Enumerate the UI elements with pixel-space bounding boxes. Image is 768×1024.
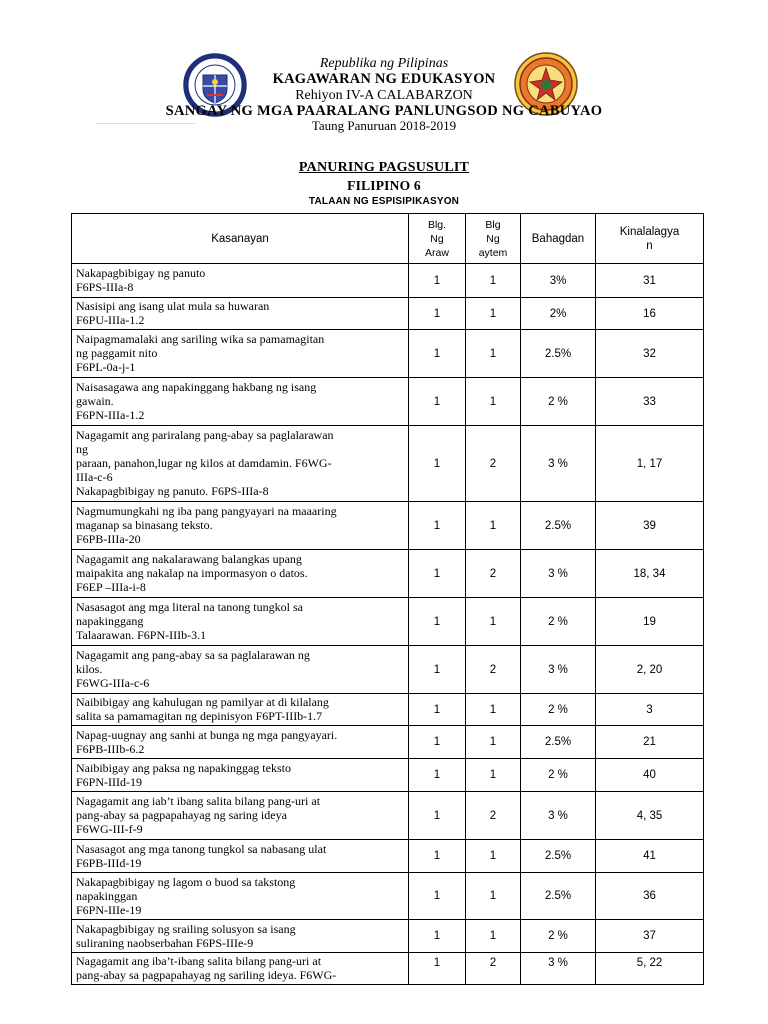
header-items-line: Blg xyxy=(485,218,501,231)
days-cell: 1 xyxy=(409,550,466,598)
table-row xyxy=(72,330,704,378)
items-cell: 1 xyxy=(466,840,521,873)
percent-cell: 2.5% xyxy=(521,502,596,550)
region-line: Rehiyon IV-A CALABARZON xyxy=(295,88,473,103)
skill-cell xyxy=(72,792,409,840)
skill-line: Napag-uugnay ang sanhi at bunga ng mga pangyayari. xyxy=(76,727,338,742)
table-row xyxy=(72,646,704,694)
skill-cell xyxy=(72,873,409,920)
header-items xyxy=(466,214,521,264)
header-days xyxy=(409,214,466,264)
placement-cell: 40 xyxy=(596,759,704,792)
days-cell: 1 xyxy=(409,598,466,646)
table-row xyxy=(72,598,704,646)
placement-cell: 2, 20 xyxy=(596,646,704,694)
specification-table xyxy=(71,213,704,985)
header-placement-line: n xyxy=(646,239,653,252)
placement-cell: 21 xyxy=(596,726,704,759)
percent-cell: 2 % xyxy=(521,920,596,953)
skill-line: F6WG-III-f-9 xyxy=(76,822,143,836)
header-items-line: aytem xyxy=(478,246,508,259)
placement-cell: 37 xyxy=(596,920,704,953)
table-row xyxy=(72,264,704,298)
items-cell: 1 xyxy=(466,694,521,726)
skill-line: Nakapagbibigay ng srailing solusyon sa isang xyxy=(76,921,296,936)
subject-title: FILIPINO 6 xyxy=(347,178,421,193)
header-placement xyxy=(596,214,704,264)
skill-line: suliraning naobserbahan F6PS-IIIe-9 xyxy=(76,935,254,950)
header-skill: Kasanayan xyxy=(72,214,409,264)
skill-cell xyxy=(72,953,409,985)
skill-cell xyxy=(72,502,409,550)
skill-cell xyxy=(72,726,409,759)
skill-line: Nakapagbibigay ng panuto xyxy=(76,266,206,280)
skill-line: Nagagamit ang pang-abay sa sa paglalarawan ng xyxy=(76,648,310,662)
skill-line: salita sa pamamagitan ng depinisyon F6PT-IIIb-1.7 xyxy=(76,709,323,723)
header-percent: Bahagdan xyxy=(521,214,596,264)
skill-line: F6PS-IIIa-8 xyxy=(76,280,134,294)
placement-cell: 4, 35 xyxy=(596,792,704,840)
percent-cell: 3 % xyxy=(521,426,596,502)
table-row xyxy=(72,378,704,426)
skill-line: gawain. xyxy=(76,394,114,408)
republic-line: Republika ng Pilipinas xyxy=(319,56,449,71)
skill-cell xyxy=(72,598,409,646)
skill-cell xyxy=(72,426,409,502)
days-cell: 1 xyxy=(409,873,466,920)
items-cell: 1 xyxy=(466,920,521,953)
table-row xyxy=(72,426,704,502)
skill-line: F6PL-0a-j-1 xyxy=(76,360,136,374)
skill-line: pang-abay sa pagpapahayag ng sariling ideya. F6WG- xyxy=(76,968,337,982)
skill-line: Nasasagot ang mga literal na tanong tungkol sa xyxy=(76,600,303,614)
skill-line: Talaarawan. F6PN-IIIb-3.1 xyxy=(76,628,207,642)
percent-cell: 2.5% xyxy=(521,840,596,873)
items-cell: 1 xyxy=(466,298,521,330)
table-row xyxy=(72,873,704,920)
percent-cell: 2 % xyxy=(521,694,596,726)
skill-line: F6PB-IIIa-20 xyxy=(76,532,141,546)
skill-line: Nasisipi ang isang ulat mula sa huwaran xyxy=(76,299,270,313)
school-year-line: Taung Panuruan 2018-2019 xyxy=(311,118,457,133)
skill-cell xyxy=(72,330,409,378)
table-row xyxy=(72,550,704,598)
skill-cell xyxy=(72,378,409,426)
skill-cell xyxy=(72,840,409,873)
skill-line: ng paggamit nito xyxy=(76,346,158,360)
table-row xyxy=(72,726,704,759)
table-header-row xyxy=(72,214,704,264)
skill-line: Nagmumungkahi ng iba pang pangyayari na maaaring xyxy=(76,504,337,518)
days-cell: 1 xyxy=(409,298,466,330)
days-cell: 1 xyxy=(409,840,466,873)
skill-line: ng xyxy=(76,442,88,456)
days-cell: 1 xyxy=(409,264,466,298)
header-items-line: Ng xyxy=(486,232,500,245)
header-days-line: Blg. xyxy=(427,218,447,231)
placement-cell: 1, 17 xyxy=(596,426,704,502)
skill-line: F6PB-IIId-19 xyxy=(76,855,142,870)
skill-line: F6PN-IIIe-19 xyxy=(76,902,142,917)
percent-cell: 2.5% xyxy=(521,873,596,920)
placement-cell: 39 xyxy=(596,502,704,550)
table-row xyxy=(72,792,704,840)
percent-cell: 3 % xyxy=(521,550,596,598)
percent-cell: 2.5% xyxy=(521,726,596,759)
days-cell: 1 xyxy=(409,646,466,694)
skill-line: Naibibigay ang kahulugan ng pamilyar at di kilalang xyxy=(76,695,329,709)
header-days-line: Ng xyxy=(430,232,444,245)
placement-cell: 31 xyxy=(596,264,704,298)
department-line: KAGAWARAN NG EDUKASYON xyxy=(272,71,496,87)
days-cell: 1 xyxy=(409,792,466,840)
items-cell: 1 xyxy=(466,330,521,378)
percent-cell: 3 % xyxy=(521,792,596,840)
days-cell: 1 xyxy=(409,759,466,792)
skill-line: napakinggang xyxy=(76,614,144,628)
table-row xyxy=(72,298,704,330)
header-divider xyxy=(96,123,196,124)
table-title: TALAAN NG ESPISIPIKASYON xyxy=(308,196,460,207)
skill-cell xyxy=(72,264,409,298)
skill-line: Nagagamit ang iba’t-ibang salita bilang pang-uri at xyxy=(76,954,322,968)
percent-cell: 2 % xyxy=(521,378,596,426)
placement-cell: 36 xyxy=(596,873,704,920)
items-cell: 1 xyxy=(466,598,521,646)
table-row xyxy=(72,759,704,792)
table-row xyxy=(72,502,704,550)
placement-cell: 32 xyxy=(596,330,704,378)
table-row xyxy=(72,920,704,953)
percent-cell: 2.5% xyxy=(521,330,596,378)
placement-cell: 18, 34 xyxy=(596,550,704,598)
items-cell: 1 xyxy=(466,502,521,550)
skill-cell xyxy=(72,759,409,792)
items-cell: 1 xyxy=(466,726,521,759)
percent-cell: 3 % xyxy=(521,953,596,985)
skill-line: kilos. xyxy=(76,662,103,676)
skill-line: F6PN-IIId-19 xyxy=(76,774,142,789)
percent-cell: 2 % xyxy=(521,598,596,646)
days-cell: 1 xyxy=(409,502,466,550)
days-cell: 1 xyxy=(409,378,466,426)
skill-cell xyxy=(72,694,409,726)
percent-cell: 2% xyxy=(521,298,596,330)
skill-line: Naipagmamalaki ang sariling wika sa pamamagitan xyxy=(76,332,325,346)
skill-cell xyxy=(72,920,409,953)
skill-line: pang-abay sa pagpapahayag ng saring ideya xyxy=(76,808,287,822)
items-cell: 2 xyxy=(466,953,521,985)
skill-cell xyxy=(72,298,409,330)
skill-line: maipakita ang nakalap na impormasyon o datos. xyxy=(76,566,308,580)
skill-line: Naisasagawa ang napakinggang hakbang ng isang xyxy=(76,380,317,394)
days-cell: 1 xyxy=(409,330,466,378)
skill-line: Nagagamit ang iab’t ibang salita bilang pang-uri at xyxy=(76,794,321,808)
skill-cell xyxy=(72,550,409,598)
skill-line: F6PB-IIIb-6.2 xyxy=(76,741,145,756)
skill-line: maganap sa binasang teksto. xyxy=(76,518,213,532)
table-row xyxy=(72,694,704,726)
table-row xyxy=(72,953,704,985)
header-placement-line: Kinalalagya xyxy=(619,225,680,238)
placement-cell: 19 xyxy=(596,598,704,646)
division-line: SANGAY NG MGA PAARALANG PANLUNGSOD NG CABUYAO xyxy=(165,103,603,119)
skill-cell xyxy=(72,646,409,694)
days-cell: 1 xyxy=(409,694,466,726)
skill-line: Nakapagbibigay ng panuto. F6PS-IIIa-8 xyxy=(76,484,269,498)
items-cell: 2 xyxy=(466,426,521,502)
placement-cell: 3 xyxy=(596,694,704,726)
placement-cell: 33 xyxy=(596,378,704,426)
letterhead xyxy=(0,50,768,140)
header-days-line: Araw xyxy=(425,246,449,259)
skill-line: F6WG-IIIa-c-6 xyxy=(76,676,150,690)
skill-line: Naibibigay ang paksa ng napakinggag teksto xyxy=(76,760,291,775)
items-cell: 2 xyxy=(466,646,521,694)
percent-cell: 2 % xyxy=(521,759,596,792)
placement-cell: 5, 22 xyxy=(596,953,704,985)
items-cell: 1 xyxy=(466,264,521,298)
items-cell: 2 xyxy=(466,550,521,598)
table-body xyxy=(72,264,704,985)
days-cell: 1 xyxy=(409,953,466,985)
items-cell: 1 xyxy=(466,378,521,426)
items-cell: 1 xyxy=(466,873,521,920)
days-cell: 1 xyxy=(409,726,466,759)
skill-line: Nagagamit ang pariralang pang-abay sa paglalarawan xyxy=(76,428,334,442)
skill-line: napakinggan xyxy=(76,888,138,903)
skill-line: Nagagamit ang nakalarawang balangkas upang xyxy=(76,552,302,566)
skill-line: F6PU-IIIa-1.2 xyxy=(76,313,145,327)
percent-cell: 3% xyxy=(521,264,596,298)
skill-line: F6EP –IIIa-i-8 xyxy=(76,580,146,594)
percent-cell: 3 % xyxy=(521,646,596,694)
placement-cell: 16 xyxy=(596,298,704,330)
days-cell: 1 xyxy=(409,426,466,502)
skill-line: IIIa-c-6 xyxy=(76,470,113,484)
skill-line: Nakapagbibigay ng lagom o buod sa takstong xyxy=(76,874,296,889)
placement-cell: 41 xyxy=(596,840,704,873)
skill-line: paraan, panahon,lugar ng kilos at damdamin. F6WG- xyxy=(76,456,332,470)
table-row xyxy=(72,840,704,873)
items-cell: 1 xyxy=(466,759,521,792)
exam-title: PANURING PAGSUSULIT xyxy=(298,160,470,175)
skill-line: F6PN-IIIa-1.2 xyxy=(76,408,145,422)
items-cell: 2 xyxy=(466,792,521,840)
skill-line: Nasasagot ang mga tanong tungkol sa nabasang ulat xyxy=(76,841,327,856)
days-cell: 1 xyxy=(409,920,466,953)
